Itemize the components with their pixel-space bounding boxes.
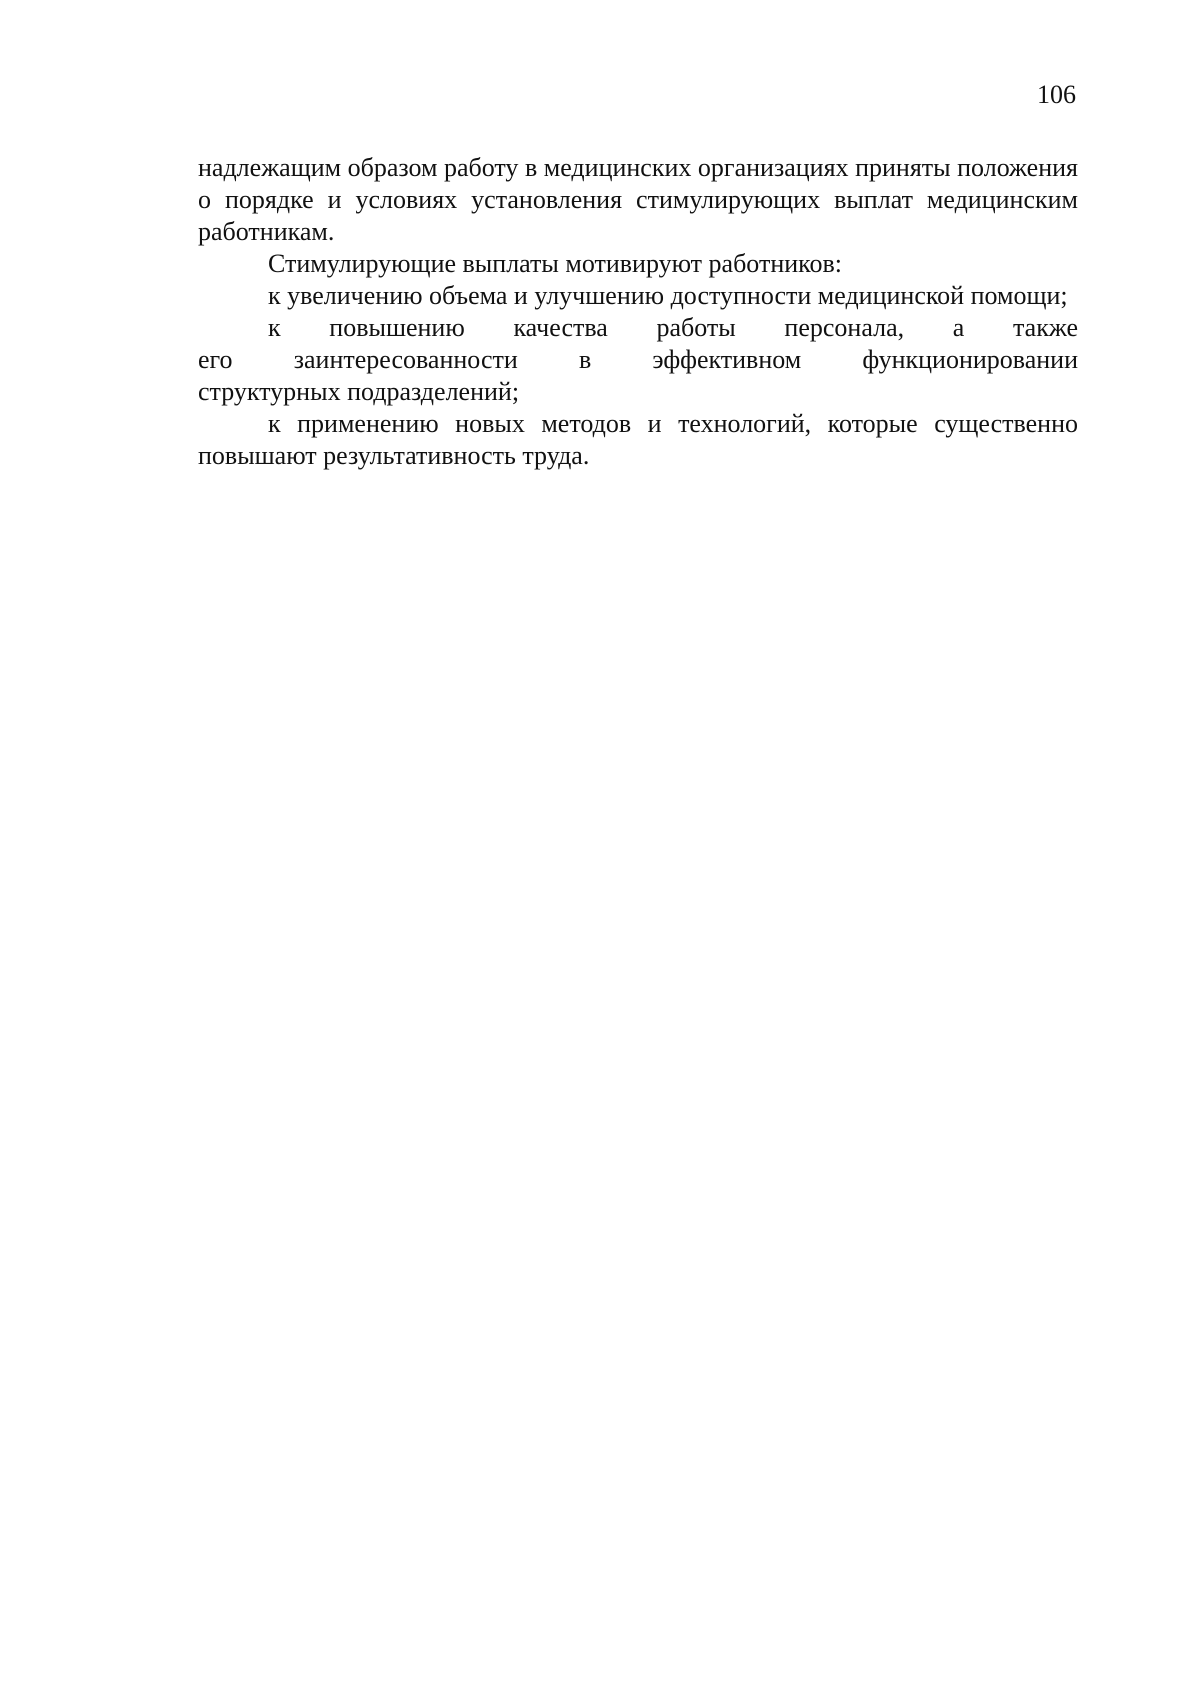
paragraph-item-quality-line1: к повышению качества работы персонала, а также [268,313,1078,342]
paragraph-item-availability: к увеличению объема и улучшению доступности медицинской помощи; [268,281,1068,310]
paragraph-item-quality-line2: его заинтересованности в эффективном функционировании [198,345,1078,374]
document-body [198,152,1078,472]
paragraph-item-quality-line3: структурных подразделений; [198,377,520,406]
paragraph-intro: Стимулирующие выплаты мотивируют работников: [268,249,842,278]
paragraph-item-methods: к применению новых методов и технологий, которые существенно повышают результативность труда. [198,409,1078,470]
page-number: 106 [1037,80,1076,109]
paragraph-continuation: надлежащим образом работу в медицинских организациях приняты положения о порядке и условиях установления стимулирующих выплат медицинским работникам. [198,153,1078,246]
